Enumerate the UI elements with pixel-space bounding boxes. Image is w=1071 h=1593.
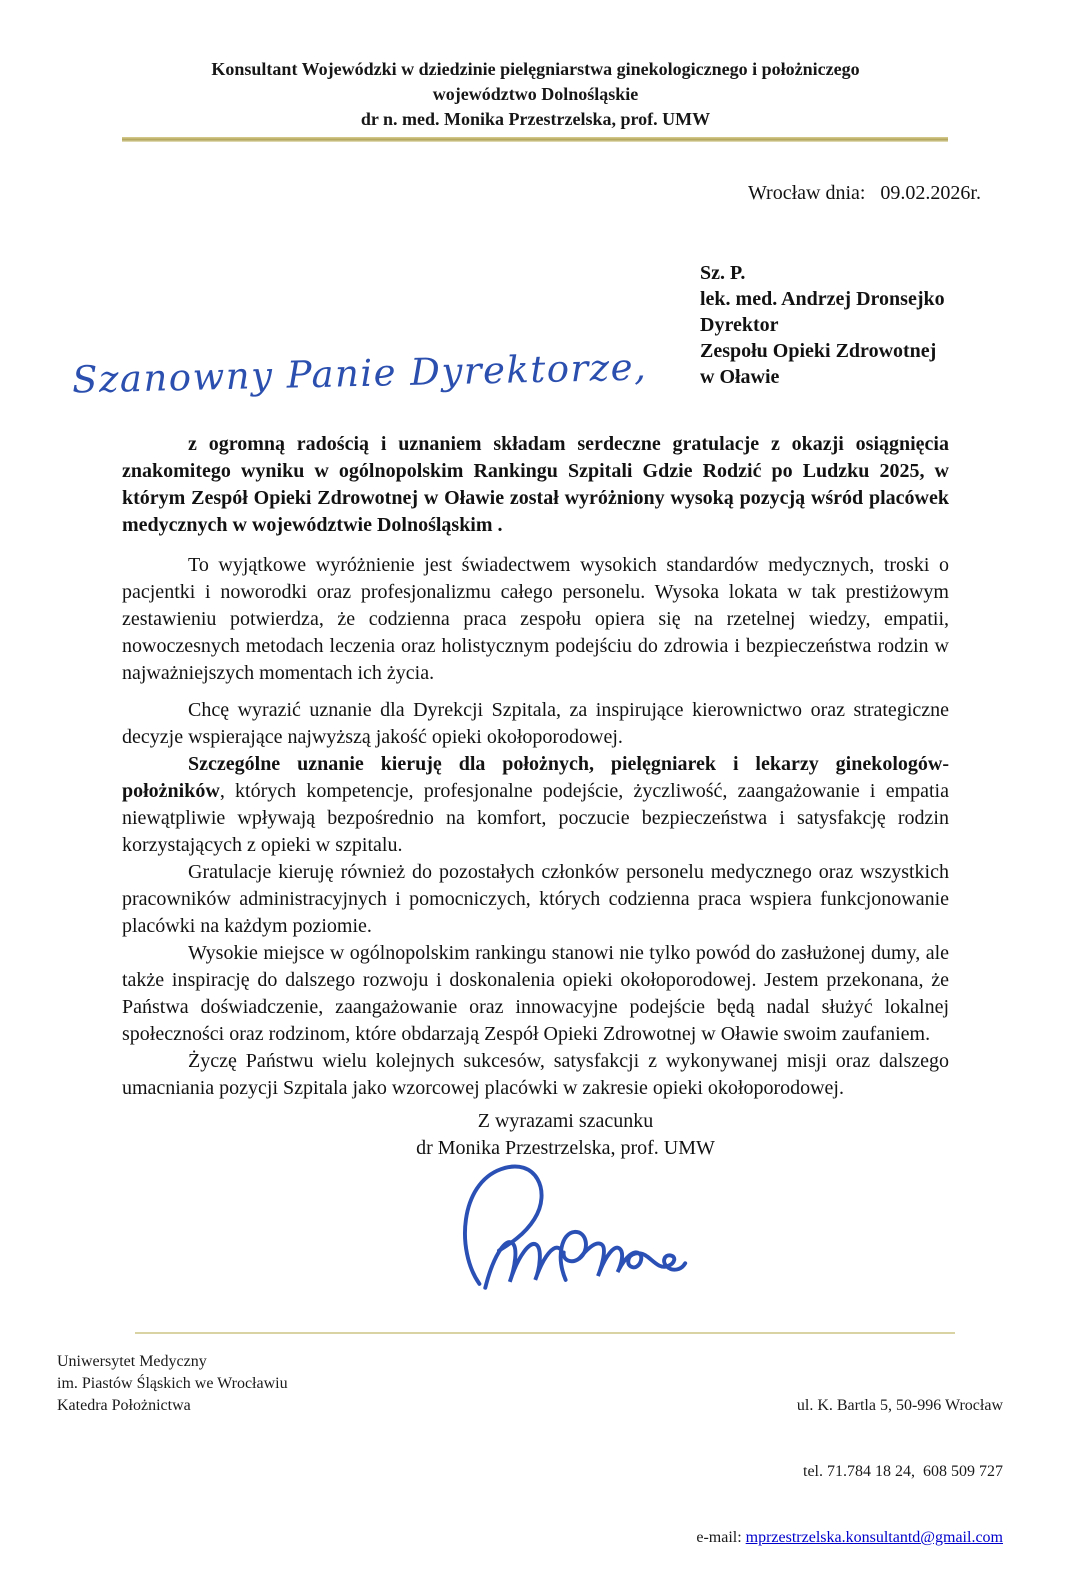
paragraph-text: Życzę Państwu wielu kolejnych sukcesów, satysfakcji z wykonywanej misji oraz dalszego umacniania pozycji Szpitala jako wzorcowej placówki w zakresie opieki okołoporodowej. xyxy=(122,1050,949,1099)
footer-org-line-2: im. Piastów Śląskich we Wrocławiu xyxy=(57,1375,288,1392)
paragraph-text: , których kompetencje, profesjonalne podejście, życzliwość, zaangażowanie i empatia niewątpliwie wpływają bezpośrednio na komfort, poczucie bezpieczeństwa i satysfakcję rodzin korzystających z opieki w szpitalu. xyxy=(122,780,949,856)
paragraph-text-bold: Szczególne uznanie kieruję dla położnych, pielęgniarek i lekarzy ginekologów-położników xyxy=(122,753,949,802)
closing-phrase: Z wyrazami szacunku xyxy=(477,1110,654,1132)
letter-body xyxy=(122,431,949,1102)
date-line: Wrocław dnia: 09.02.2026r. xyxy=(747,182,981,204)
footer-divider xyxy=(135,1332,955,1334)
paragraph-text: Wysokie miejsce w ogólnopolskim rankingu stanowi nie tylko powód do zasłużonej dumy, ale także inspirację do dalszego rozwoju i doskonalenia opieki okołoporodowej. Jestem przekonana, że Państwa doświadczenie, zaangażowanie oraz innowacyjne podejście będą nadal służyć lokalnej społeczności oraz rodzinom, które obdarzają Zespół Opieki Zdrowotnej w Oławie swoim zaufaniem. xyxy=(122,942,949,1045)
body-paragraph xyxy=(122,552,949,687)
closing-sender-name: dr Monika Przestrzelska, prof. UMW xyxy=(416,1137,715,1159)
letterhead xyxy=(0,57,1071,132)
footer-org-line-1: Uniwersytet Medyczny xyxy=(57,1353,207,1370)
footer-address: ul. K. Bartla 5, 50-996 Wrocław xyxy=(796,1397,1003,1414)
paragraph-text: Chcę wyrazić uznanie dla Dyrekcji Szpitala, za inspirujące kierownictwo oraz strategiczne decyzje wspierające najwyższą jakość opieki okołoporodowej. xyxy=(122,699,949,748)
recipient-block xyxy=(700,260,945,390)
header-divider xyxy=(122,137,948,142)
body-paragraph xyxy=(122,751,949,859)
email-link[interactable]: mprzestrzelska.konsultantd@gmail.com xyxy=(745,1529,1003,1546)
letterhead-line-3: dr n. med. Monika Przestrzelska, prof. UMW xyxy=(360,109,711,129)
recipient-salutation-abbrev: Sz. P. xyxy=(700,262,746,284)
handwritten-salutation: Szanowny Panie Dyrektorze, xyxy=(71,345,648,402)
body-paragraph xyxy=(122,1048,949,1102)
footer-email-label: e-mail: xyxy=(696,1529,746,1546)
footer-contact xyxy=(696,1351,1003,1593)
body-paragraph xyxy=(122,431,949,539)
recipient-organization: Zespołu Opieki Zdrowotnej xyxy=(700,340,937,362)
body-paragraph xyxy=(122,940,949,1048)
body-paragraph xyxy=(122,859,949,940)
letterhead-line-2: województwo Dolnośląskie xyxy=(432,84,639,104)
body-paragraph xyxy=(122,697,949,751)
paragraph-text: To wyjątkowe wyróżnienie jest świadectwem wysokich standardów medycznych, troski o pacjentki i noworodki oraz profesjonalizmu całego personelu. Wysoka lokata w tak prestiżowym zestawieniu potwierdza, że codzienna praca zespołu opiera się na rzetelnej wiedzy, empatii, nowoczesnych metodach leczenia oraz holistycznym podejściu do zdrowia i bezpieczeństwa rodzin w najważniejszych momentach ich życia. xyxy=(122,554,949,684)
footer-org-line-3: Katedra Położnictwa xyxy=(57,1397,191,1414)
paragraph-text: z ogromną radością i uznaniem składam serdeczne gratulacje z okazji osiągnięcia znakomitego wyniku w ogólnopolskim Rankingu Szpitali Gdzie Rodzić po Ludzku 2025, w którym Zespół Opieki Zdrowotnej w Oławie został wyróżniony wysoką pozycją wśród placówek medycznych w województwie Dolnośląskim . xyxy=(122,433,949,536)
recipient-name: lek. med. Andrzej Dronsejko xyxy=(700,288,945,310)
footer xyxy=(57,1351,1003,1593)
paragraph-text: Gratulacje kieruję również do pozostałych członków personelu medycznego oraz wszystkich pracowników administracyjnych i pomocniczych, których codzienna praca wspiera funkcjonowanie placówki na każdym poziomie. xyxy=(122,861,949,937)
footer-phone: tel. 71.784 18 24, 608 509 727 xyxy=(803,1463,1003,1480)
closing-block xyxy=(152,1108,979,1162)
letterhead-line-1: Konsultant Wojewódzki w dziedzinie pielęgniarstwa ginekologicznego i położniczego xyxy=(211,59,860,79)
recipient-city: w Oławie xyxy=(700,366,780,388)
signature-image xyxy=(450,1158,695,1296)
recipient-title: Dyrektor xyxy=(700,314,779,336)
footer-email-line xyxy=(696,1527,1003,1549)
footer-organization xyxy=(57,1351,288,1593)
